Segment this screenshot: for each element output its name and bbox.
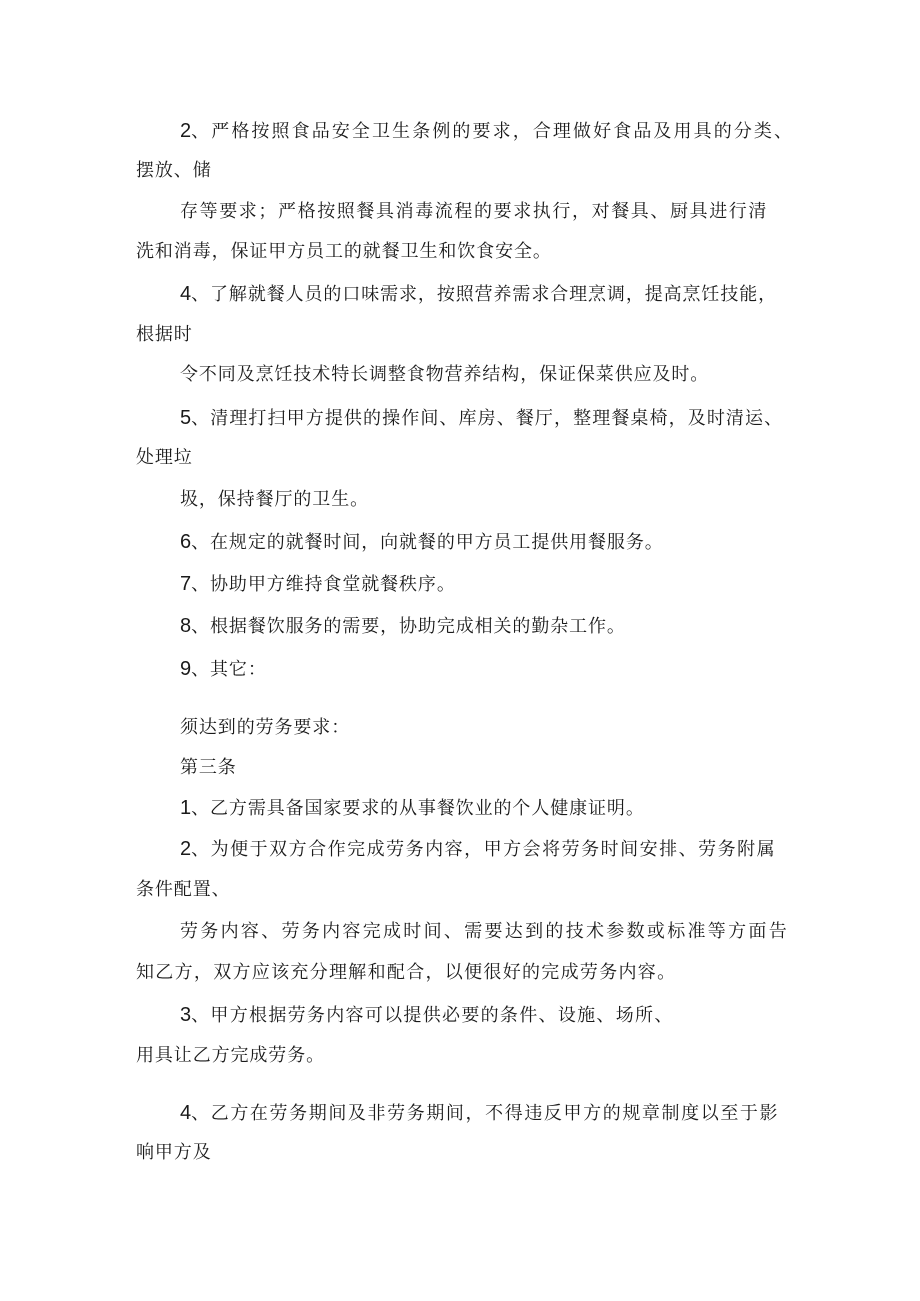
req-4-line-2	[136, 1140, 212, 1166]
clause-text: 令不同及烹饪技术特长调整食物营养结构，保证保菜供应及时。	[180, 364, 710, 385]
clause-text: 、乙方需具备国家要求的从事餐饮业的个人健康证明。	[191, 798, 645, 819]
clause-4-line-2	[136, 322, 193, 348]
clause-text: 根据时	[136, 324, 193, 345]
clause-text: 、甲方根据劳务内容可以提供必要的条件、设施、场所、	[191, 1005, 674, 1026]
clause-2-line-2	[136, 158, 212, 184]
clause-text: 存等要求；严格按照餐具消毒流程的要求执行，对餐具、厨具进行清	[180, 201, 768, 222]
article-three-heading	[180, 755, 237, 781]
clause-8	[180, 613, 626, 640]
clause-text: 、清理打扫甲方提供的操作间、库房、餐厅，整理餐桌椅，及时清运、	[191, 408, 784, 429]
clause-4-line-1	[180, 281, 777, 308]
clause-9	[180, 656, 267, 683]
item-number: 8	[180, 615, 192, 637]
clause-text: 圾，保持餐厅的卫生。	[180, 489, 369, 510]
item-number: 3	[180, 1004, 192, 1026]
clause-4-line-3	[180, 362, 709, 388]
clause-text: 、根据餐饮服务的需要，协助完成相关的勤杂工作。	[191, 616, 626, 637]
clause-text: 、了解就餐人员的口味需求，按照营养需求合理烹调，提高烹饪技能，	[191, 284, 778, 305]
item-number: 1	[180, 797, 192, 819]
req-4-line-1	[180, 1100, 779, 1127]
item-number: 4	[180, 1102, 192, 1124]
clause-2-line-3	[180, 199, 768, 225]
req-2-line-2	[136, 877, 231, 903]
clause-5-line-2	[136, 445, 193, 471]
clause-5-line-3	[180, 487, 369, 513]
item-number: 4	[180, 283, 192, 305]
req-2-line-4	[136, 960, 676, 986]
clause-text: 条件配置、	[136, 879, 231, 900]
item-number: 6	[180, 531, 192, 553]
clause-text: 摆放、储	[136, 160, 212, 181]
clause-text: 、其它：	[191, 659, 267, 680]
clause-text: 处理垃	[136, 447, 193, 468]
req-2-line-3	[180, 919, 789, 945]
clause-5-line-1	[180, 405, 783, 432]
req-2-line-1	[180, 836, 776, 863]
clause-2-line-4	[136, 239, 552, 265]
clause-text: 用具让乙方完成劳务。	[136, 1045, 325, 1066]
item-number: 2	[180, 838, 192, 860]
req-3-line-2	[136, 1043, 325, 1069]
clause-text: 劳务内容、劳务内容完成时间、需要达到的技术参数或标准等方面告	[180, 921, 789, 942]
clause-text: 、协助甲方维持食堂就餐秩序。	[191, 574, 456, 595]
clause-text: 、在规定的就餐时间，向就餐的甲方员工提供用餐服务。	[191, 532, 664, 553]
article-heading-text: 第三条	[180, 757, 237, 778]
item-number: 9	[180, 658, 192, 680]
section-heading-text: 须达到的劳务要求：	[180, 717, 351, 738]
item-number: 2	[180, 120, 192, 142]
clause-2-line-1	[180, 118, 794, 145]
clause-6	[180, 529, 664, 556]
req-3-line-1	[180, 1002, 674, 1029]
clause-text: 、为便于双方合作完成劳务内容，甲方会将劳务时间安排、劳务附属	[191, 839, 777, 860]
clause-text: 、严格按照食品安全卫生条例的要求，合理做好食品及用具的分类、	[191, 121, 795, 142]
req-1	[180, 795, 645, 822]
clause-text: 响甲方及	[136, 1142, 212, 1163]
clause-text: 知乙方，双方应该充分理解和配合，以便很好的完成劳务内容。	[136, 962, 677, 983]
item-number: 7	[180, 573, 192, 595]
clause-text: 、乙方在劳务期间及非劳务期间，不得违反甲方的规章制度以至于影	[191, 1103, 780, 1124]
item-number: 5	[180, 407, 192, 429]
clause-7	[180, 571, 456, 598]
clause-text: 洗和消毒，保证甲方员工的就餐卫生和饮食安全。	[136, 241, 552, 262]
section-requirements-heading	[180, 715, 350, 741]
